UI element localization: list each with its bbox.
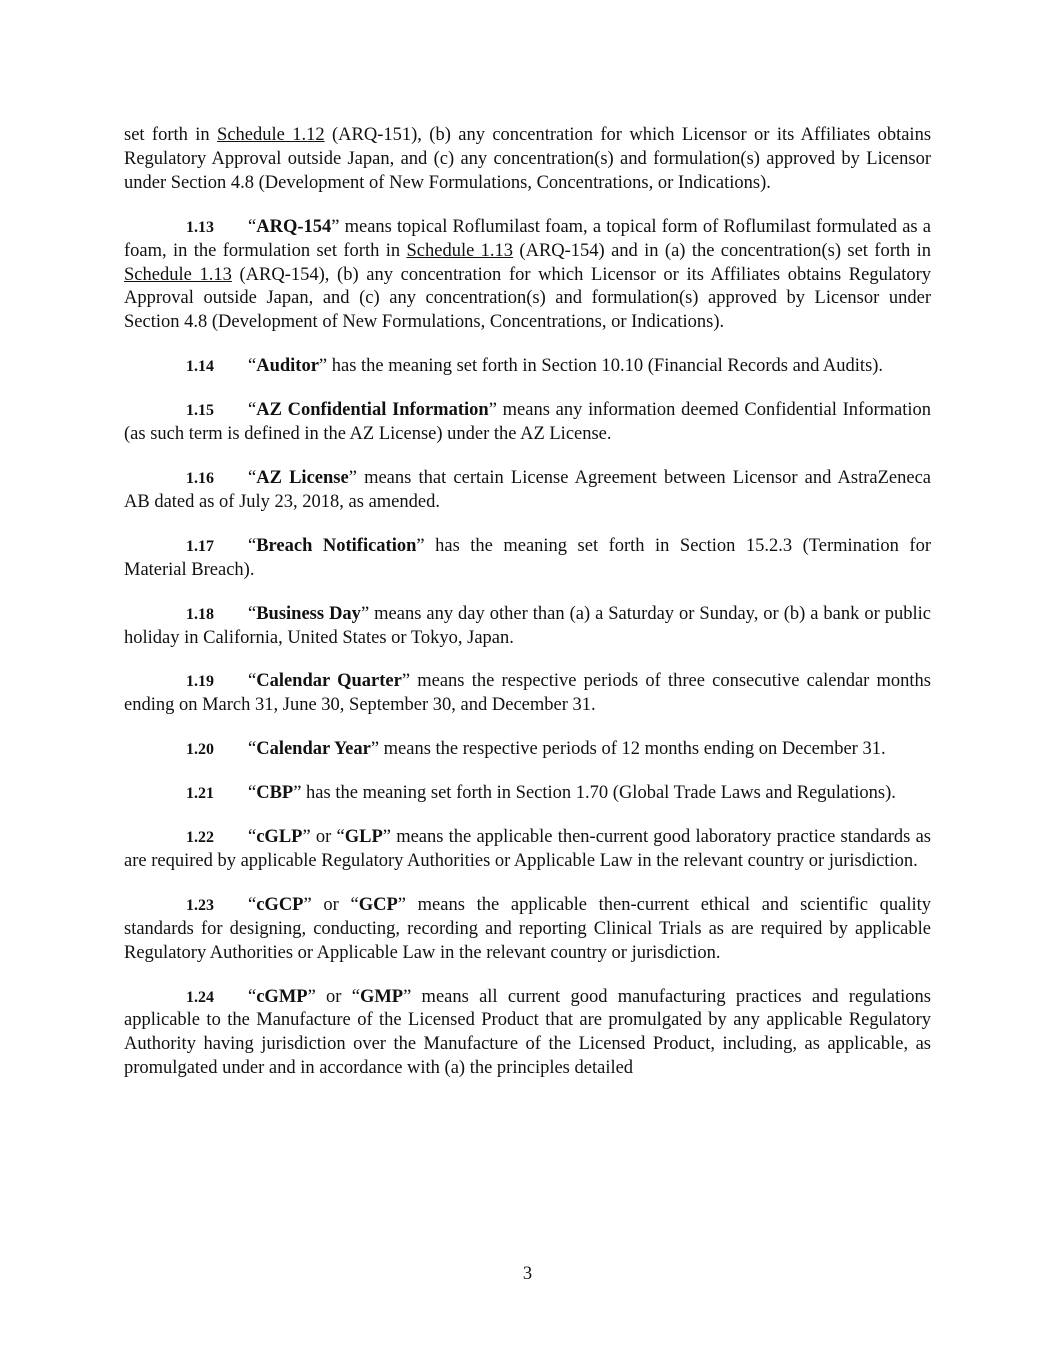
defined-term: Auditor xyxy=(256,356,319,377)
defined-term: Calendar Quarter xyxy=(256,671,402,692)
definition-1-21: 1.21 “CBP” has the meaning set forth in Section 1.70 (Global Trade Laws and Regulations). xyxy=(124,782,931,806)
defined-term: Breach Notification xyxy=(256,535,417,556)
document-body xyxy=(124,124,931,1101)
defined-term-alt: GMP xyxy=(359,986,404,1007)
schedule-reference: Schedule 1.13 xyxy=(124,264,232,285)
paragraph-continuation: set forth in Schedule 1.12 (ARQ-151), (b) any concentration for which Licensor or its Affiliates obtains Regulatory Approval outside Japan, and (c) any concentration(s) and formulation(s) approved by Licensor under Section 4.8 (Development of New Formulations, Concentrations, or Indications). xyxy=(124,125,932,193)
defined-term: AZ License xyxy=(256,467,349,488)
section-number: 1.17 xyxy=(186,537,214,555)
section-number: 1.20 xyxy=(186,741,214,759)
defined-term: cGLP xyxy=(256,827,303,848)
defined-term: AZ Confidential Information xyxy=(256,400,489,421)
section-number: 1.13 xyxy=(186,218,214,236)
defined-term-alt: GLP xyxy=(344,827,383,848)
defined-term: cGMP xyxy=(256,986,308,1007)
definition-1-14: 1.14 “Auditor” has the meaning set forth in Section 10.10 (Financial Records and Audits). xyxy=(124,355,931,379)
definition-1-16: 1.16 “AZ License” means that certain License Agreement between Licensor and AstraZeneca AB dated as of July 23, 2018, as amended. xyxy=(124,467,931,512)
definition-1-18: 1.18 “Business Day” means any day other than (a) a Saturday or Sunday, or (b) a bank or public holiday in California, United States or Tokyo, Japan. xyxy=(124,603,932,648)
section-number: 1.21 xyxy=(186,785,214,803)
section-number: 1.15 xyxy=(186,402,214,420)
defined-term: Calendar Year xyxy=(256,739,371,760)
schedule-reference: Schedule 1.12 xyxy=(217,125,325,145)
definition-1-19: 1.19 “Calendar Quarter” means the respective periods of three consecutive calendar months ending on March 31, June 30, September 30, and December 31. xyxy=(124,671,931,716)
section-number: 1.14 xyxy=(186,358,214,376)
section-number: 1.16 xyxy=(186,469,214,487)
section-number: 1.19 xyxy=(186,673,214,691)
page-number: 3 xyxy=(522,1264,533,1284)
defined-term: CBP xyxy=(256,783,294,804)
definition-1-15: 1.15 “AZ Confidential Information” means any information deemed Confidential Information (as such term is defined in the AZ License) under the AZ License. xyxy=(124,400,931,445)
defined-term: cGCP xyxy=(256,894,304,915)
defined-term-alt: GCP xyxy=(358,894,398,915)
definition-1-20: 1.20 “Calendar Year” means the respective periods of 12 months ending on December 31. xyxy=(124,738,931,762)
definition-1-13: 1.13 “ARQ-154” means topical Roflumilast foam, a topical form of Roflumilast formulated as a foam, in the formulation set forth in Schedule 1.13 (ARQ-154) and in (a) the concentration(s) set forth in Schedule 1.13 (ARQ-154), (b) any concentration for which Licensor or its Affiliates obtains Regulatory Approval outside Japan, and (c) any concentration(s) and formulation(s) approved by Licensor under Section 4.8 (Development of New Formulations, Concentrations, or Indications). xyxy=(124,216,932,333)
section-number: 1.22 xyxy=(186,829,214,847)
section-number: 1.18 xyxy=(186,605,214,623)
defined-term: ARQ-154 xyxy=(256,216,332,237)
schedule-reference: Schedule 1.13 xyxy=(406,240,514,261)
definition-1-24: 1.24 “cGMP” or “GMP” means all current good manufacturing practices and regulations applicable to the Manufacture of the Licensed Product that are promulgated by any applicable Regulatory Authority having jurisdiction over the Manufacture of the Licensed Product, including, as applicable, as promulgated under and in accordance with (a) the principles detailed xyxy=(124,986,931,1079)
section-number: 1.23 xyxy=(186,896,214,914)
section-number: 1.24 xyxy=(186,988,214,1006)
defined-term: Business Day xyxy=(256,603,361,624)
definition-1-23: 1.23 “cGCP” or “GCP” means the applicable then-current ethical and scientific quality standards for designing, conducting, recording and reporting Clinical Trials as are required by applicable Regulatory Authorities or Applicable Law in the relevant country or jurisdiction. xyxy=(124,894,931,963)
definition-1-22: 1.22 “cGLP” or “GLP” means the applicable then-current good laboratory practice standards as are required by applicable Regulatory Authorities or Applicable Law in the relevant country or jurisdiction. xyxy=(124,827,931,871)
definition-1-17: 1.17 “Breach Notification” has the meaning set forth in Section 15.2.3 (Termination for Material Breach). xyxy=(124,535,931,580)
